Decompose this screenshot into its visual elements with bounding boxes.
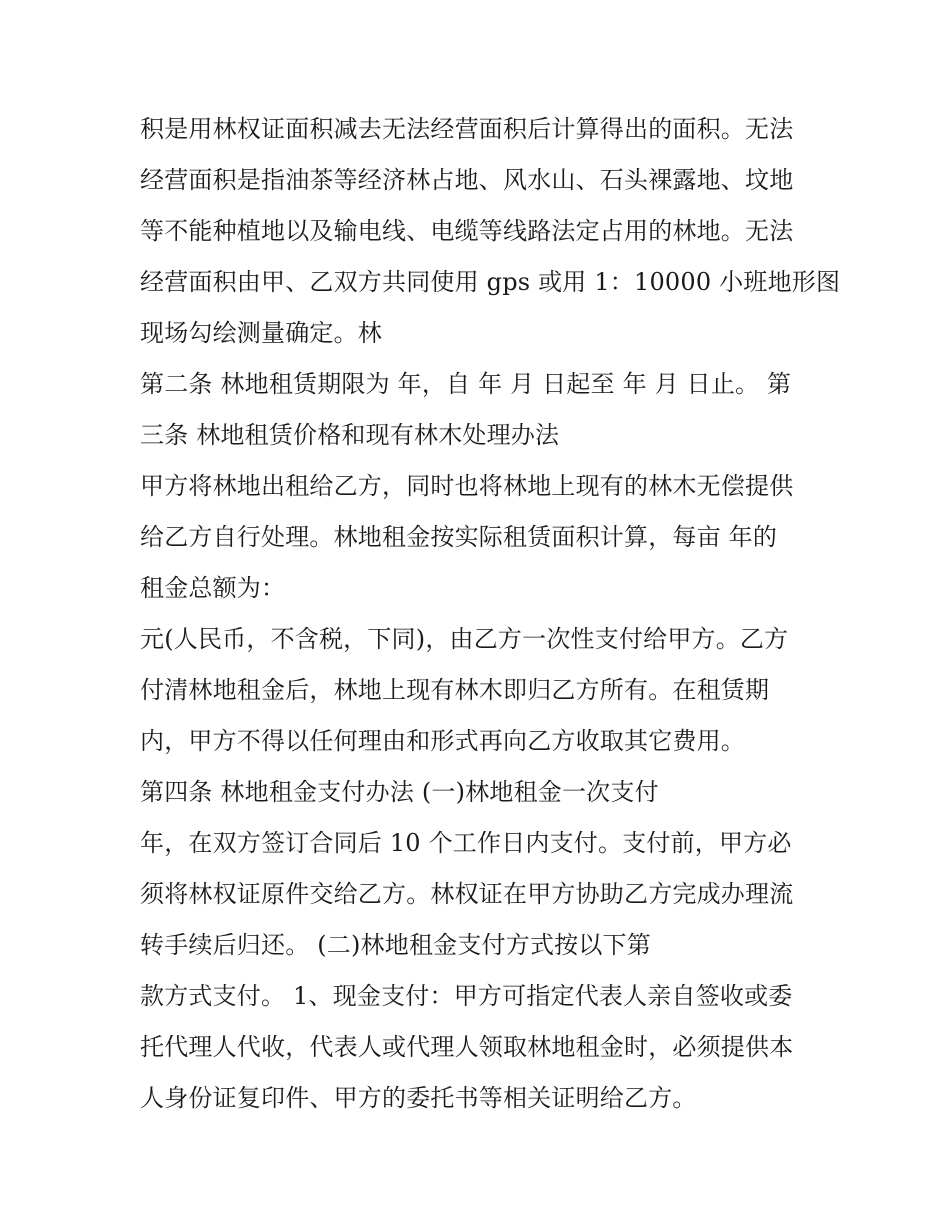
- text-line: 人身份证复印件、甲方的委托书等相关证明给乙方。: [140, 1084, 697, 1112]
- text-line: 现场勾绘测量确定。林: [140, 319, 382, 347]
- text-line: 年，在双方签订合同后 10 个工作日内支付。支付前，甲方必: [140, 829, 792, 857]
- text-line: 租金总额为：: [140, 574, 286, 602]
- text-line: 付清林地租金后，林地上现有林木即归乙方所有。在租赁期: [140, 676, 770, 704]
- text-line: 甲方将林地出租给乙方，同时也将林地上现有的林木无偿提供: [140, 472, 794, 500]
- text-line: 等不能种植地以及输电线、电缆等线路法定占用的林地。无法: [140, 217, 794, 245]
- text-line: 转手续后归还。 (二)林地租金支付方式按以下第: [140, 931, 651, 959]
- text-line: 元(人民币，不含税，下同)，由乙方一次性支付给甲方。乙方: [140, 625, 789, 653]
- contract-body-text: [140, 104, 841, 1124]
- article-4-heading: 第四条 林地租金支付办法 (一)林地租金一次支付: [140, 778, 659, 806]
- text-line: 款方式支付。 1、现金支付：甲方可指定代表人亲自签收或委: [140, 982, 793, 1010]
- text-line: 经营面积是指油茶等经济林占地、风水山、石头裸露地、坟地: [140, 166, 794, 194]
- text-line: 托代理人代收，代表人或代理人领取林地租金时，必须提供本: [140, 1033, 794, 1061]
- article-2-line: 第二条 林地租赁期限为 年，自 年 月 日起至 年 月 日止。 第: [140, 370, 792, 398]
- text-line: 积是用林权证面积减去无法经营面积后计算得出的面积。无法: [140, 115, 794, 143]
- text-line: 须将林权证原件交给乙方。林权证在甲方协助乙方完成办理流: [140, 880, 794, 908]
- text-line: 给乙方自行处理。林地租金按实际租赁面积计算，每亩 年的: [140, 523, 778, 551]
- text-line: 经营面积由甲、乙双方共同使用 gps 或用 1：10000 小班地形图: [140, 268, 841, 296]
- text-line: 内，甲方不得以任何理由和形式再向乙方收取其它费用。: [140, 727, 745, 755]
- article-3-heading: 三条 林地租赁价格和现有林木处理办法: [140, 421, 560, 449]
